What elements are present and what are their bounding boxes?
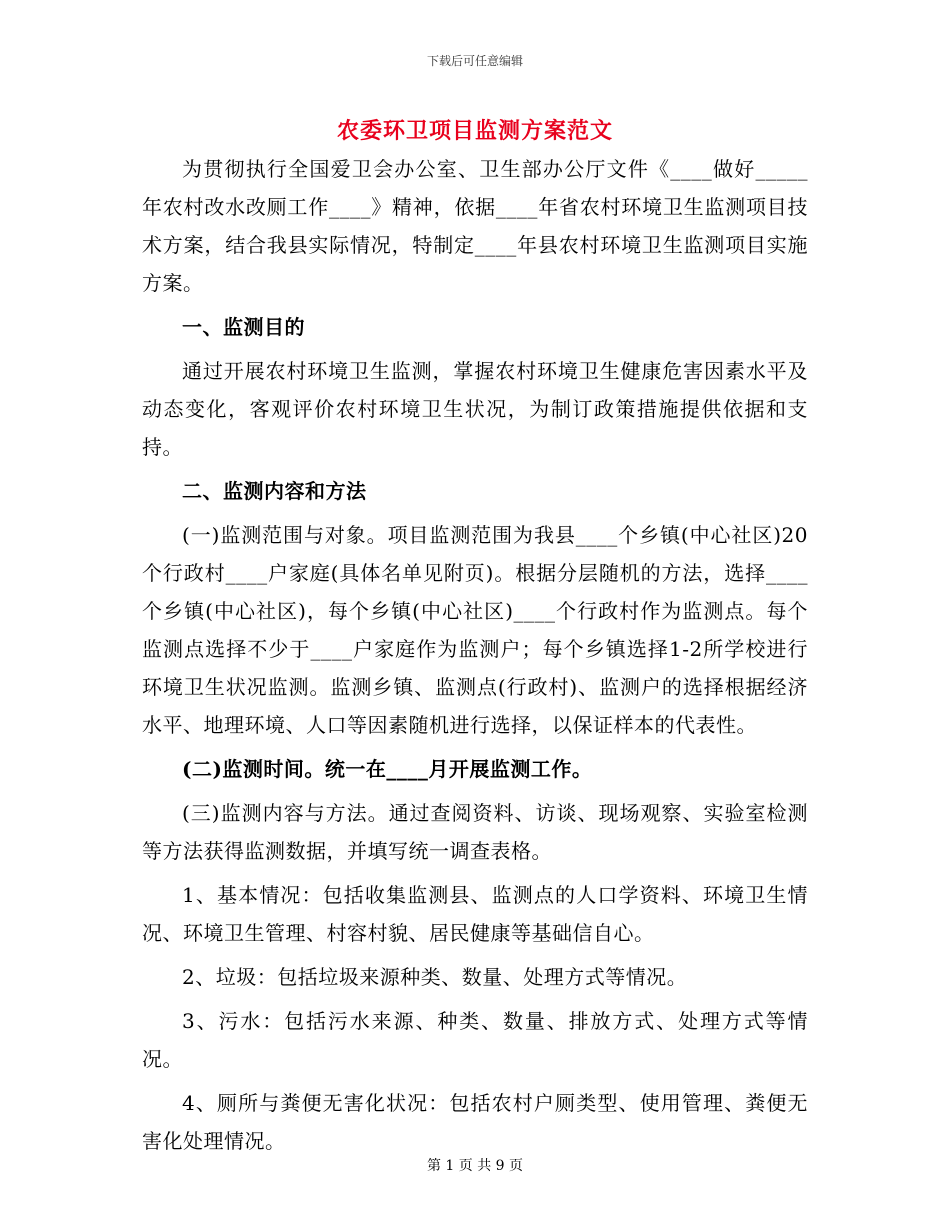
methods-paragraph: (三)监测内容与方法。通过查阅资料、访谈、现场观察、实验室检测等方法获得监测数据，并填写统一调查表格。	[142, 801, 808, 863]
item-basic-info: 1、基本情况：包括收集监测县、监测点的人口学资料、环境卫生情况、环境卫生管理、村容村貌、居民健康等基础信自心。	[142, 883, 808, 945]
time-paragraph: (二)监测时间。统一在____月开展监测工作。	[182, 757, 593, 781]
scope-paragraph: (一)监测范围与对象。项目监测范围为我县____个乡镇(中心社区)20个行政村____户家庭(具体名单见附页)。根据分层随机的方法，选择____个乡镇(中心社区)，每个乡镇(中心社区)____个行政村作为监测点。每个监测点选择不少于____户家庭作为监测户；每个乡镇选择1-2所学校进行环境卫生状况监测。监测乡镇、监测点(行政村)、监测户的选择根据经济水平、地理环境、人口等因素随机进行选择，以保证样本的代表性。	[142, 523, 808, 737]
section-heading-purpose: 一、监测目的	[182, 315, 305, 339]
section-heading-methods: 二、监测内容和方法	[182, 479, 367, 503]
page-title: 农委环卫项目监测方案范文	[336, 118, 613, 144]
intro-paragraph: 为贯彻执行全国爱卫会办公室、卫生部办公厅文件《____做好_____年农村改水改厕工作____》精神，依据____年省农村环境卫生监测项目技术方案，结合我县实际情况，特制定____年县农村环境卫生监测项目实施方案。	[142, 157, 808, 295]
item-sewage: 3、污水：包括污水来源、种类、数量、排放方式、处理方式等情况。	[142, 1009, 808, 1071]
header-note: 下载后可任意编辑	[426, 54, 523, 68]
page-footer: 第 1 页 共 9 页	[426, 1158, 524, 1174]
item-toilet: 4、厕所与粪便无害化状况：包括农村户厕类型、使用管理、粪便无害化处理情况。	[142, 1091, 808, 1153]
item-garbage: 2、垃圾：包括垃圾来源种类、数量、处理方式等情况。	[182, 965, 688, 989]
purpose-paragraph: 通过开展农村环境卫生监测，掌握农村环境卫生健康危害因素水平及动态变化，客观评价农村环境卫生状况，为制订政策措施提供依据和支持。	[142, 359, 808, 459]
document-body	[142, 150, 808, 1166]
